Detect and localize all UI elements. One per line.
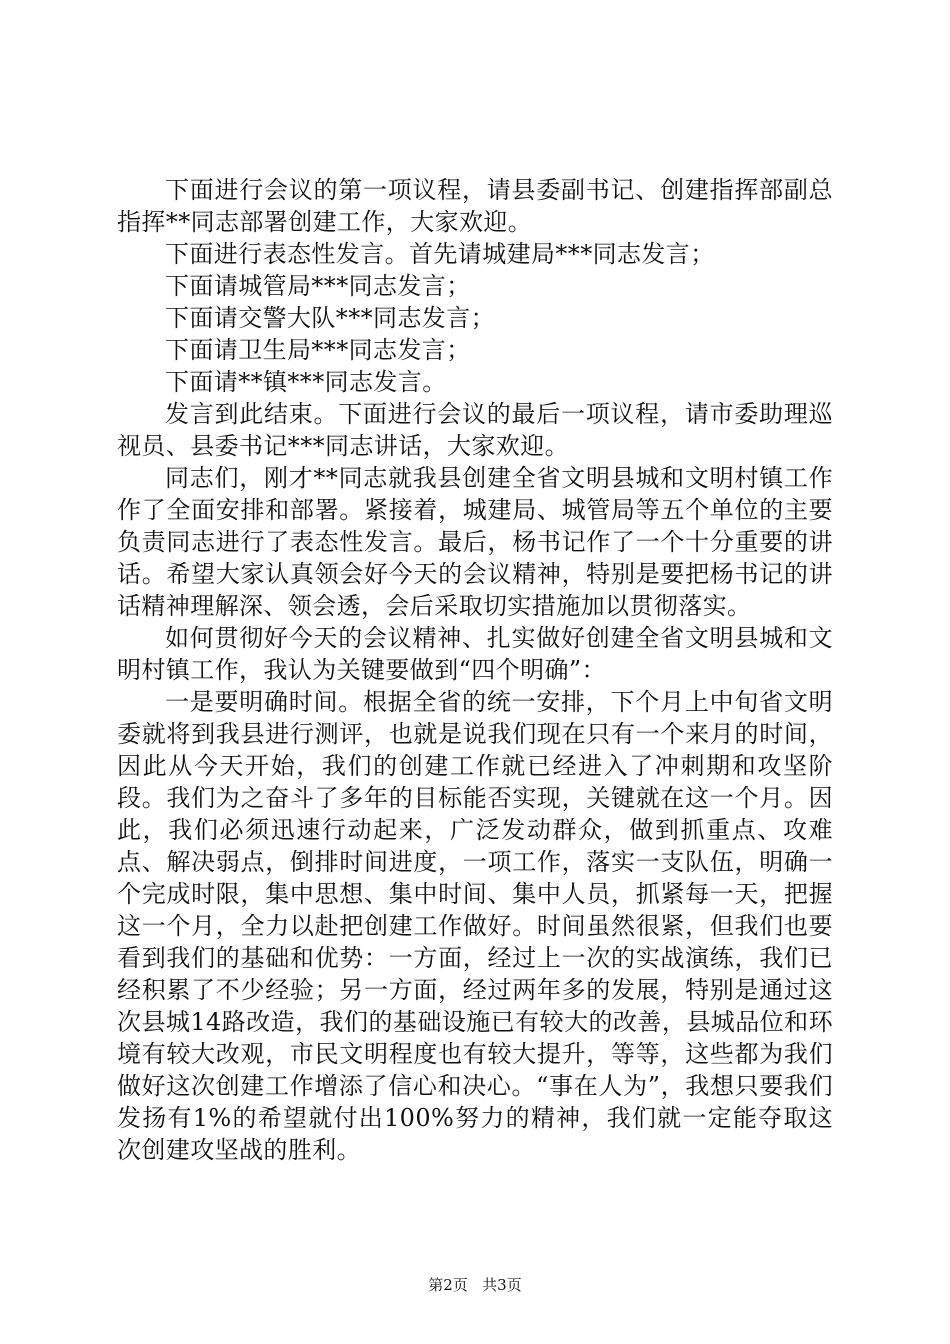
footer-spacer <box>473 1276 478 1294</box>
paragraph-town: 下面请**镇***同志发言。 <box>165 368 447 396</box>
page-footer <box>0 1275 950 1295</box>
paragraph-agenda-last: 发言到此结束。下面进行会议的最后一项议程，请市委助理巡视员、县委书记***同志讲话，大家欢迎。 <box>117 400 833 460</box>
paragraph-agenda-first: 下面进行会议的第一项议程，请县委副书记、创建指挥部副总指挥**同志部署创建工作，大家欢迎。 <box>117 176 833 236</box>
paragraph-chengguan: 下面请城管局***同志发言； <box>165 272 471 300</box>
paragraph-statement-intro: 下面进行表态性发言。首先请城建局***同志发言； <box>165 240 715 268</box>
paragraph-four-clarities: 如何贯彻好今天的会议精神、扎实做好创建全省文明县城和文明村镇工作，我认为关键要做到“四个明确”： <box>117 624 833 684</box>
paragraph-summary: 同志们，刚才**同志就我县创建全省文明县城和文明村镇工作作了全面安排和部署。紧接着，城建局、城管局等五个单位的主要负责同志进行了表态性发言。最后，杨书记作了一个十分重要的讲话。希望大家认真领会好今天的会议精神，特别是要把杨书记的讲话精神理解深、领会透，会后采取切实措施加以贯彻落实。 <box>117 464 833 620</box>
page-total: 共3页 <box>482 1276 522 1294</box>
page-number: 第2页 <box>428 1276 468 1294</box>
document-body <box>117 174 833 1166</box>
paragraph-clarify-time: 一是要明确时间。根据全省的统一安排，下个月上中旬省文明委就将到我县进行测评，也就是说我们现在只有一个来月的时间，因此从今天开始，我们的创建工作就已经进入了冲刺期和攻坚阶段。我们为之奋斗了多年的目标能否实现，关键就在这一个月。因此，我们必须迅速行动起来，广泛发动群众，做到抓重点、攻难点、解决弱点，倒排时间进度，一项工作，落实一支队伍，明确一个完成时限，集中思想、集中时间、集中人员，抓紧每一天，把握这一个月，全力以赴把创建工作做好。时间虽然很紧，但我们也要看到我们的基础和优势：一方面，经过上一次的实战演练，我们已经积累了不少经验；另一方面，经过两年多的发展，特别是通过这次县城14路改造，我们的基础设施已有较大的改善，县城品位和环境有较大改观，市民文明程度也有较大提升，等等，这些都为我们做好这次创建工作增添了信心和决心。“事在人为”，我想只要我们发扬有1%的希望就付出100%努力的精神，我们就一定能夺取这次创建攻坚战的胜利。 <box>117 688 833 1164</box>
paragraph-weisheng: 下面请卫生局***同志发言； <box>165 336 471 364</box>
paragraph-jiaojing: 下面请交警大队***同志发言； <box>165 304 495 332</box>
